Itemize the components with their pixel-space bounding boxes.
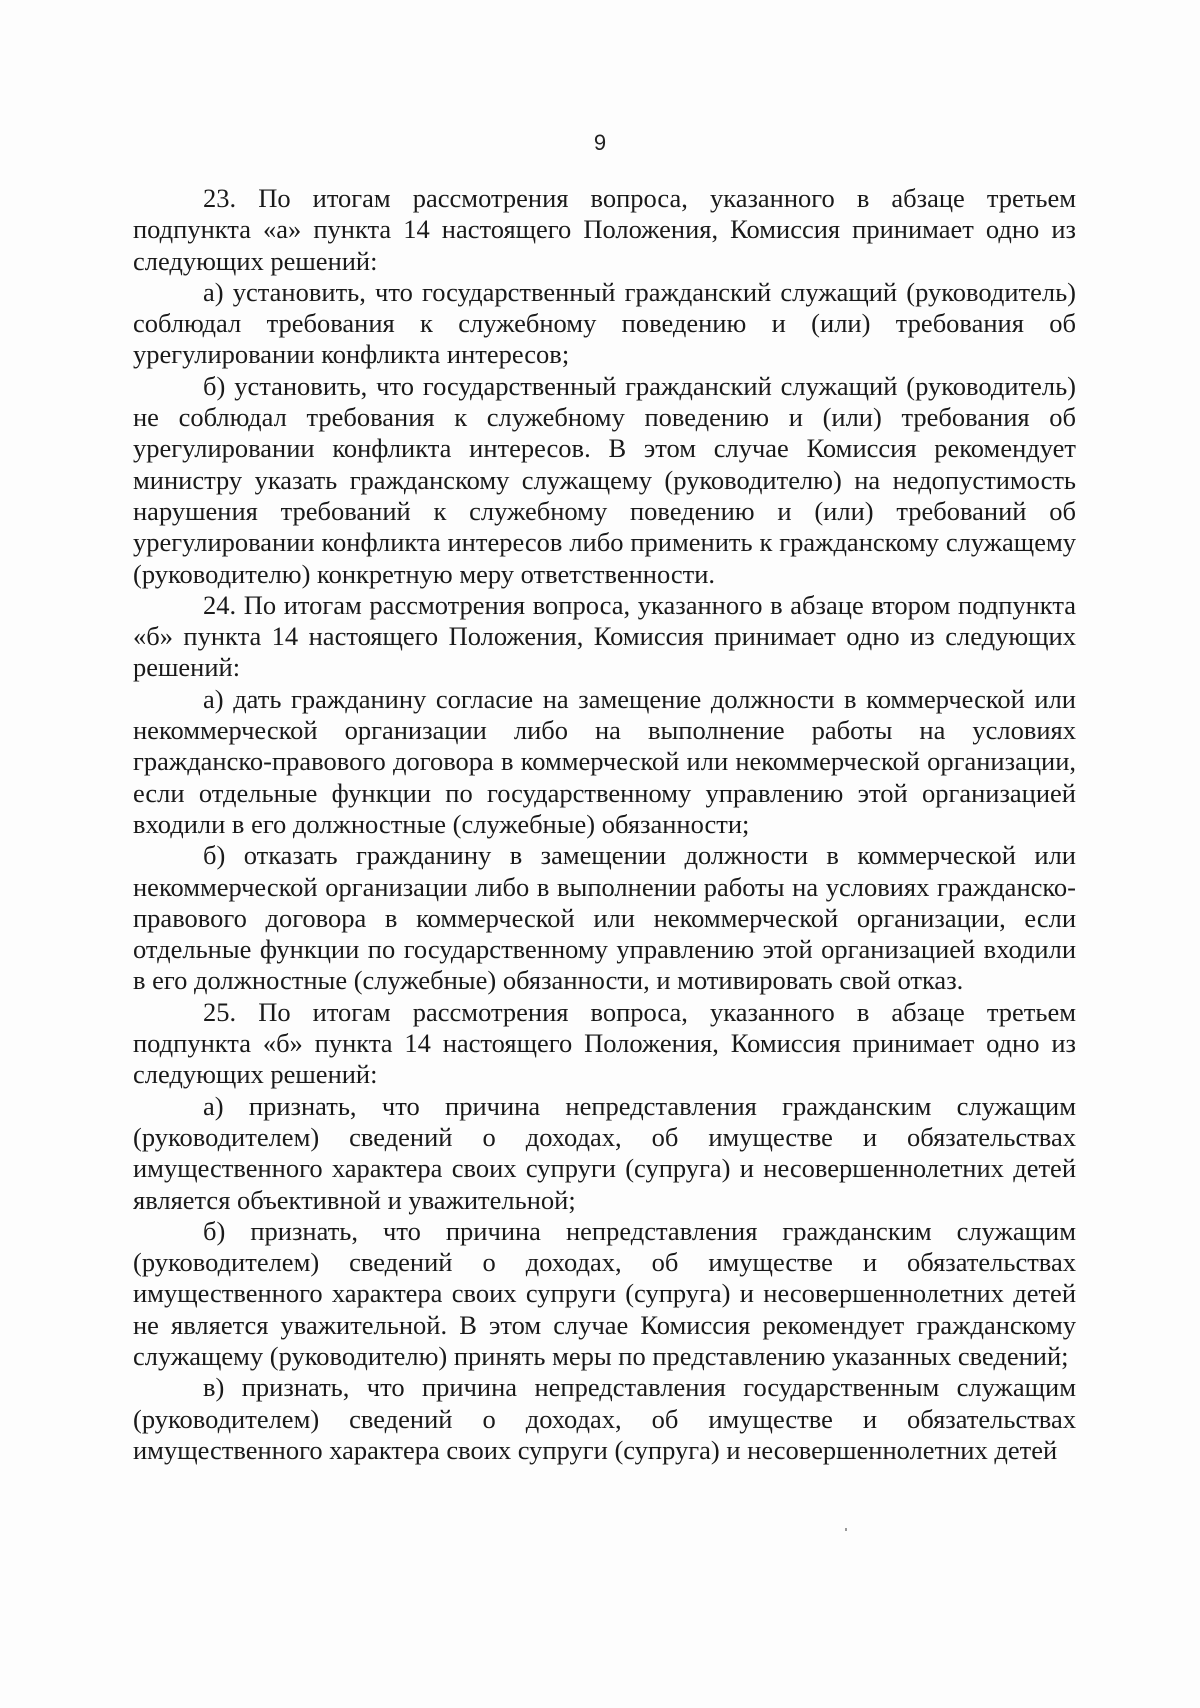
paragraph-24-a: а) дать гражданину согласие на замещение должности в коммерческой или некоммерческой организации либо на выполнение работы на условиях гражданско-правового договора в коммерческой или некоммерческой организации, если отдельные функции по государственному управлению этой организацией входили в его должностные (служебные) обязанности; (133, 683, 1076, 839)
paragraph-25-a: а) признать, что причина непредставления гражданским служащим (руководителем) сведений о доходах, об имуществе и обязательствах имущественного характера своих супруги (супруга) и несовершеннолетних детей является объективной и уважительной; (133, 1090, 1076, 1215)
paragraph-23-a: а) установить, что государственный гражданский служащий (руководитель) соблюдал требования к служебному поведению и (или) требования об урегулировании конфликта интересов; (133, 276, 1076, 370)
scan-speck (845, 1528, 847, 1531)
paragraph-24-intro: 24. По итогам рассмотрения вопроса, указанного в абзаце втором подпункта «б» пункта 14 настоящего Положения, Комиссия принимает одно из следующих решений: (133, 589, 1076, 683)
paragraph-25-v: в) признать, что причина непредставления государственным служащим (руководителем) сведений о доходах, об имуществе и обязательствах имущественного характера своих супруги (супруга) и несовершеннолетних детей (133, 1372, 1076, 1465)
paragraph-24-b: б) отказать гражданину в замещении должности в коммерческой или некоммерческой организации либо в выполнении работы на условиях гражданско-правового договора в коммерческой или некоммерческой организации, если отдельные функции по государственному управлению этой организацией входили в его должностные (служебные) обязанности, и мотивировать свой отказ. (133, 840, 1076, 996)
paragraph-25-b: б) признать, что причина непредставления гражданским служащим (руководителем) сведений о доходах, об имуществе и обязательствах имущественного характера своих супруги (супруга) и несовершеннолетних детей не является уважительной. В этом случае Комиссия рекомендует гражданскому служащему (руководителю) принять меры по представлению указанных сведений; (133, 1215, 1076, 1371)
paragraph-23-b: б) установить, что государственный гражданский служащий (руководитель) не соблюдал требования к служебному поведению и (или) требования об урегулировании конфликта интересов. В этом случае Комиссия рекомендует министру указать гражданскому служащему (руководителю) на недопустимость нарушения требований к служебному поведению и (или) требований об урегулировании конфликта интересов либо применить к гражданскому служащему (руководителю) конкретную меру ответственности. (133, 370, 1076, 589)
page-number: 9 (593, 130, 607, 155)
paragraph-25-intro: 25. По итогам рассмотрения вопроса, указанного в абзаце третьем подпункта «б» пункта 14 настоящего Положения, Комиссия принимает одно из следующих решений: (133, 996, 1076, 1090)
document-body (133, 183, 1076, 1466)
paragraph-23-intro: 23. По итогам рассмотрения вопроса, указанного в абзаце третьем подпункта «а» пункта 14 настоящего Положения, Комиссия принимает одно из следующих решений: (133, 183, 1076, 276)
